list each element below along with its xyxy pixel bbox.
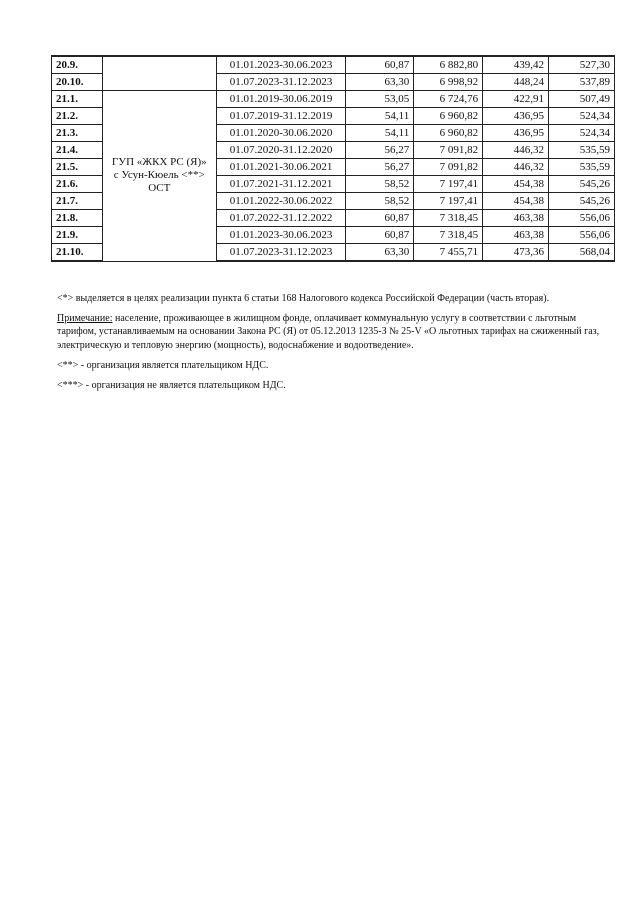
footnote-non-vat-payer: <***> - организация не является плательщиком НДС. [57,379,286,391]
value-cell-1: 54,11 [346,125,414,142]
period-cell: 01.01.2023-30.06.2023 [216,227,346,244]
value-cell-2: 6 998,92 [414,74,483,91]
value-cell-2: 7 455,71 [414,244,483,262]
value-cell-1: 54,11 [346,108,414,125]
value-cell-2: 6 882,80 [414,56,483,74]
value-cell-3: 463,38 [483,210,549,227]
value-cell-2: 6 724,76 [414,91,483,108]
value-cell-3: 454,38 [483,193,549,210]
footnote-vat-payer: <**> - организация является плательщиком НДС. [57,359,269,371]
value-cell-3: 473,36 [483,244,549,262]
row-number-cell: 21.10. [52,244,103,262]
row-number-cell: 21.1. [52,91,103,108]
footnote-vat-allocation: <*> выделяется в целях реализации пункта 6 статьи 168 Налогового кодекса Российской Федерации (часть вторая). [57,293,550,304]
row-number-cell: 20.10. [52,74,103,91]
notes-section [57,292,617,399]
value-cell-2: 6 960,82 [414,108,483,125]
value-cell-1: 58,52 [346,193,414,210]
value-cell-4: 545,26 [549,193,615,210]
organization-name-line3: ОСТ [148,182,171,195]
value-cell-1: 63,30 [346,244,414,262]
value-cell-2: 6 960,82 [414,125,483,142]
period-cell: 01.01.2023-30.06.2023 [216,56,346,74]
value-cell-1: 56,27 [346,159,414,176]
table-row [52,91,615,108]
value-cell-4: 537,89 [549,74,615,91]
value-cell-4: 556,06 [549,210,615,227]
value-cell-3: 422,91 [483,91,549,108]
row-number-cell: 21.2. [52,108,103,125]
organization-cell [102,91,216,262]
period-cell: 01.07.2021-31.12.2021 [216,176,346,193]
value-cell-4: 524,34 [549,125,615,142]
value-cell-2: 7 197,41 [414,193,483,210]
value-cell-1: 56,27 [346,142,414,159]
row-number-cell: 20.9. [52,56,103,74]
value-cell-2: 7 318,45 [414,227,483,244]
row-number-cell: 21.6. [52,176,103,193]
value-cell-1: 53,05 [346,91,414,108]
table-row [52,56,615,74]
value-cell-2: 7 197,41 [414,176,483,193]
organization-name-line2: с Усун-Кюель <**> [113,169,205,182]
value-cell-2: 7 091,82 [414,159,483,176]
value-cell-3: 448,24 [483,74,549,91]
row-number-cell: 21.4. [52,142,103,159]
period-cell: 01.01.2019-30.06.2019 [216,91,346,108]
value-cell-4: 535,59 [549,159,615,176]
value-cell-3: 436,95 [483,108,549,125]
row-number-cell: 21.9. [52,227,103,244]
row-number-cell: 21.8. [52,210,103,227]
row-number-cell: 21.3. [52,125,103,142]
value-cell-1: 60,87 [346,227,414,244]
value-cell-1: 60,87 [346,56,414,74]
remark-paragraph [57,312,617,352]
row-number-cell: 21.5. [52,159,103,176]
remark-label: Примечание: [57,313,113,325]
value-cell-4: 556,06 [549,227,615,244]
row-number-cell: 21.7. [52,193,103,210]
value-cell-4: 507,49 [549,91,615,108]
period-cell: 01.07.2023-31.12.2023 [216,74,346,91]
value-cell-4: 535,59 [549,142,615,159]
organization-cell [102,56,216,91]
value-cell-2: 7 091,82 [414,142,483,159]
period-cell: 01.07.2023-31.12.2023 [216,244,346,262]
period-cell: 01.07.2019-31.12.2019 [216,108,346,125]
tariff-table [51,55,615,262]
value-cell-3: 439,42 [483,56,549,74]
value-cell-1: 58,52 [346,176,414,193]
value-cell-4: 568,04 [549,244,615,262]
remark-text: население, проживающее в жилищном фонде, оплачивает коммунальную услугу в соответствии с льготным тарифом, устанавливаемым на основании Закона РС (Я) от 05.12.2013 1235-З № 25-V «О льготных тарифах на сжиженный газ, электрическую и тепловую энергию (мощность), водоснабжение и водоотведение». [57,313,600,351]
value-cell-1: 63,30 [346,74,414,91]
period-cell: 01.01.2020-30.06.2020 [216,125,346,142]
organization-name-line1: ГУП «ЖКХ РС (Я)» [111,155,207,168]
value-cell-3: 446,32 [483,142,549,159]
value-cell-3: 446,32 [483,159,549,176]
period-cell: 01.01.2022-30.06.2022 [216,193,346,210]
value-cell-4: 524,34 [549,108,615,125]
value-cell-3: 463,38 [483,227,549,244]
value-cell-4: 527,30 [549,56,615,74]
period-cell: 01.01.2021-30.06.2021 [216,159,346,176]
value-cell-4: 545,26 [549,176,615,193]
value-cell-3: 454,38 [483,176,549,193]
period-cell: 01.07.2020-31.12.2020 [216,142,346,159]
value-cell-3: 436,95 [483,125,549,142]
value-cell-2: 7 318,45 [414,210,483,227]
period-cell: 01.07.2022-31.12.2022 [216,210,346,227]
value-cell-1: 60,87 [346,210,414,227]
